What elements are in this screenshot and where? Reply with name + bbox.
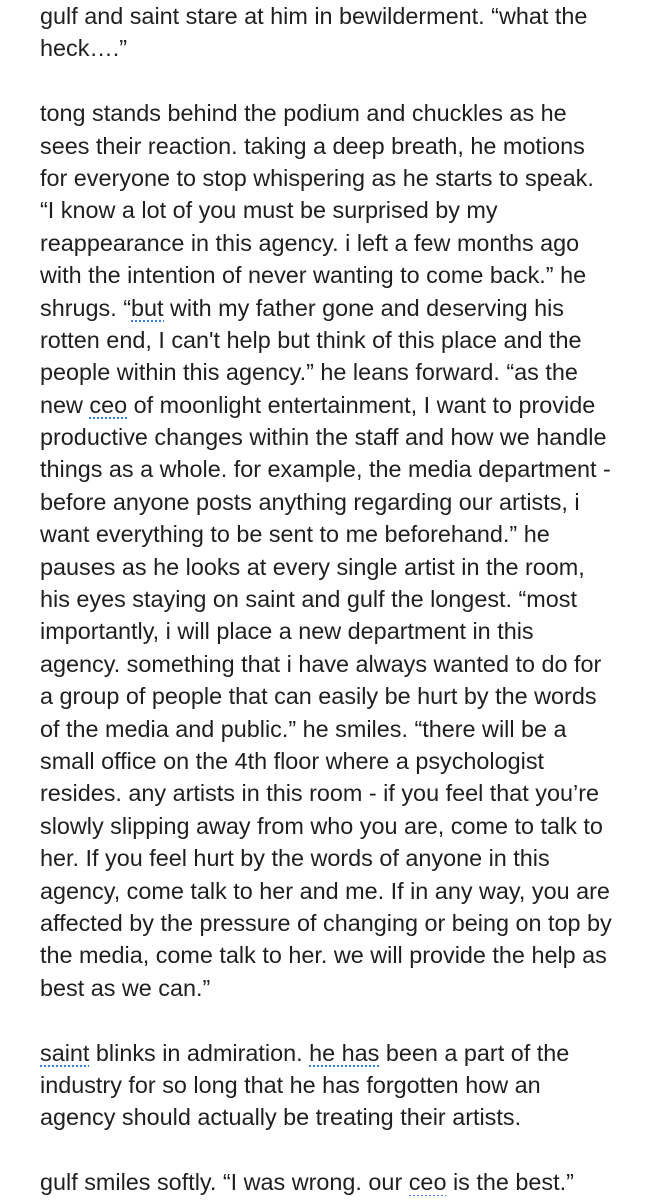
- text-line: small office on the 4th floor where a psychologist: [40, 747, 545, 774]
- text-line: reappearance in this agency. i left a few months ago: [40, 229, 580, 256]
- text-line: her. If you feel hurt by the words of anyone in this: [40, 845, 550, 872]
- text-line: agency. something that i have always wanted to do for: [40, 650, 602, 677]
- paragraph-gap: [40, 65, 648, 97]
- paragraph-speech: [40, 97, 648, 1004]
- text-line: want everything to be sent to me beforehand.” he: [40, 521, 550, 548]
- spellcheck-underlined-word: ceo: [408, 1169, 447, 1196]
- text-line: agency, come talk to her and me. If in any way, you are: [40, 877, 610, 904]
- text-line: gulf and saint stare at him in bewilderment. “what the: [40, 3, 588, 29]
- spellcheck-underlined-word: saint: [40, 1039, 90, 1066]
- paragraph-gap: [40, 1004, 648, 1036]
- text-line: the media, come talk to her. we will provide the help as: [40, 942, 607, 969]
- text-segment: with my father gone and deserving his: [163, 294, 564, 321]
- text-line: pauses as he looks at every single artist in the room,: [40, 553, 585, 580]
- text-line: before anyone posts anything regarding our artists, i: [40, 488, 580, 515]
- text-line: importantly, i will place a new department in this: [40, 618, 534, 645]
- text-line: agency should actually be treating their artists.: [40, 1104, 522, 1131]
- text-line: resides. any artists in this room - if you feel that you’re: [40, 780, 600, 807]
- paragraph-admiration: [40, 1037, 648, 1134]
- text-line: people within this agency.” he leans forward. “as the: [40, 359, 578, 386]
- text-line: sees their reaction. taking a deep breath, he motions: [40, 132, 585, 159]
- text-line: of the media and public.” he smiles. “there will be a: [40, 715, 567, 742]
- text-segment: new: [40, 391, 90, 418]
- text-line: productive changes within the staff and how we handle: [40, 424, 607, 451]
- text-line: for everyone to stop whispering as he starts to speak.: [40, 164, 594, 191]
- text-line: things as a whole. for example, the media department -: [40, 456, 611, 483]
- text-line: [40, 1037, 648, 1069]
- spellcheck-underlined-word: he has: [309, 1039, 380, 1066]
- text-line: rotten end, I can't help but think of this place and the: [40, 326, 582, 353]
- text-line: with the intention of never wanting to come back.” he: [40, 262, 587, 289]
- paragraph-gap: [40, 1134, 648, 1166]
- text-segment: of moonlight entertainment, I want to provide: [127, 391, 596, 418]
- text-line: his eyes staying on saint and gulf the longest. “most: [40, 586, 577, 613]
- text-line: a group of people that can easily be hurt by the words: [40, 683, 597, 710]
- text-line: [40, 389, 648, 421]
- text-line: tong stands behind the podium and chuckles as he: [40, 100, 567, 127]
- paragraph-closing: [40, 1166, 648, 1198]
- text-line: affected by the pressure of changing or being on top by: [40, 909, 612, 936]
- text-segment: shrugs. “: [40, 294, 131, 321]
- spellcheck-underlined-word: but: [131, 294, 164, 321]
- text-line: best as we can.”: [40, 974, 211, 1001]
- text-line: [40, 292, 648, 324]
- text-line: [40, 1166, 648, 1198]
- text-line: heck….”: [40, 35, 128, 62]
- text-segment: been a part of the: [379, 1039, 570, 1066]
- text-segment: gulf smiles softly. “I was wrong. our: [40, 1169, 409, 1196]
- spellcheck-underlined-word: ceo: [89, 391, 128, 418]
- text-segment: blinks in admiration.: [89, 1039, 310, 1066]
- text-line: slowly slipping away from who you are, come to talk to: [40, 812, 603, 839]
- text-line: “I know a lot of you must be surprised by my: [40, 197, 498, 224]
- text-segment: is the best.”: [446, 1169, 574, 1196]
- paragraph-bewilderment: [40, 0, 648, 65]
- text-line: industry for so long that he has forgotten how an: [40, 1071, 541, 1098]
